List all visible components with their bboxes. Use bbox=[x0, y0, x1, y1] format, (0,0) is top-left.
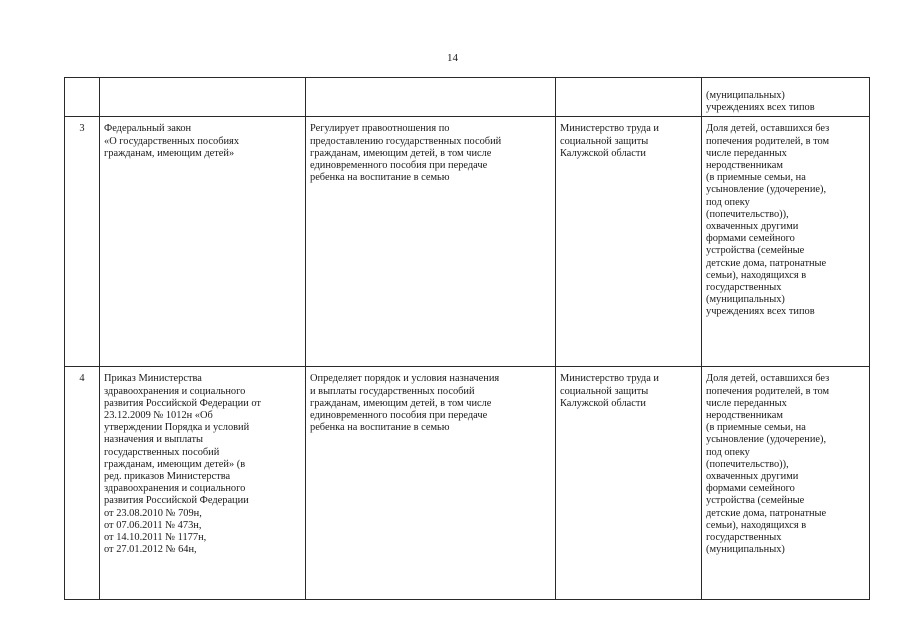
page-number: 14 bbox=[447, 52, 458, 64]
purpose-cell: Регулирует правоотношения по предоставлению государственных пособий гражданам, имеющим детей, в том числе единовременного пособия при передаче ребенка на воспитание в семью bbox=[306, 117, 556, 367]
recipients-cell: Доля детей, оставшихся без попечения родителей, в том числе переданных неродственникам (в приемные семьи, на усыновление (удочерение), под опеку (попечительство)), охваченных другими формами семейного устройства (семейные детские дома, патронатные семьи), находящихся в государственных (муниципальных) bbox=[702, 367, 870, 600]
purpose-cell bbox=[306, 78, 556, 117]
responsible-authority-cell: Министерство труда и социальной защиты Калужской области bbox=[556, 117, 702, 367]
responsible-authority-cell: Министерство труда и социальной защиты Калужской области bbox=[556, 367, 702, 600]
table-row bbox=[65, 367, 870, 600]
table-row bbox=[65, 117, 870, 367]
row-number-cell: 4 bbox=[65, 367, 100, 600]
responsible-authority-cell bbox=[556, 78, 702, 117]
recipients-cell: (муниципальных) учреждениях всех типов bbox=[702, 78, 870, 117]
legal-act-cell: Федеральный закон «О государственных пособиях гражданам, имеющим детей» bbox=[100, 117, 306, 367]
row-number-cell: 3 bbox=[65, 117, 100, 367]
purpose-cell: Определяет порядок и условия назначения и выплаты государственных пособий гражданам, имеющим детей, в том числе единовременного пособия при передаче ребенка на воспитание в семью bbox=[306, 367, 556, 600]
document-table bbox=[64, 77, 870, 600]
legal-act-cell bbox=[100, 78, 306, 117]
legal-act-cell: Приказ Министерства здравоохранения и социального развития Российской Федерации от 23.12.2009 № 1012н «Об утверждении Порядка и условий назначения и выплаты государственных пособий гражданам, имеющим детей» (в ред. приказов Министерства здравоохранения и социального развития Российской Федерации от 23.08.2010 № 709н, от 07.06.2011 № 473н, от 14.10.2011 № 1177н, от 27.01.2012 № 64н, bbox=[100, 367, 306, 600]
table-row bbox=[65, 78, 870, 117]
row-number-cell bbox=[65, 78, 100, 117]
recipients-cell: Доля детей, оставшихся без попечения родителей, в том числе переданных неродственникам (в приемные семьи, на усыновление (удочерение), под опеку (попечительство)), охваченных другими формами семейного устройства (семейные детские дома, патронатные семьи), находящихся в государственных (муниципальных) учреждениях всех типов bbox=[702, 117, 870, 367]
